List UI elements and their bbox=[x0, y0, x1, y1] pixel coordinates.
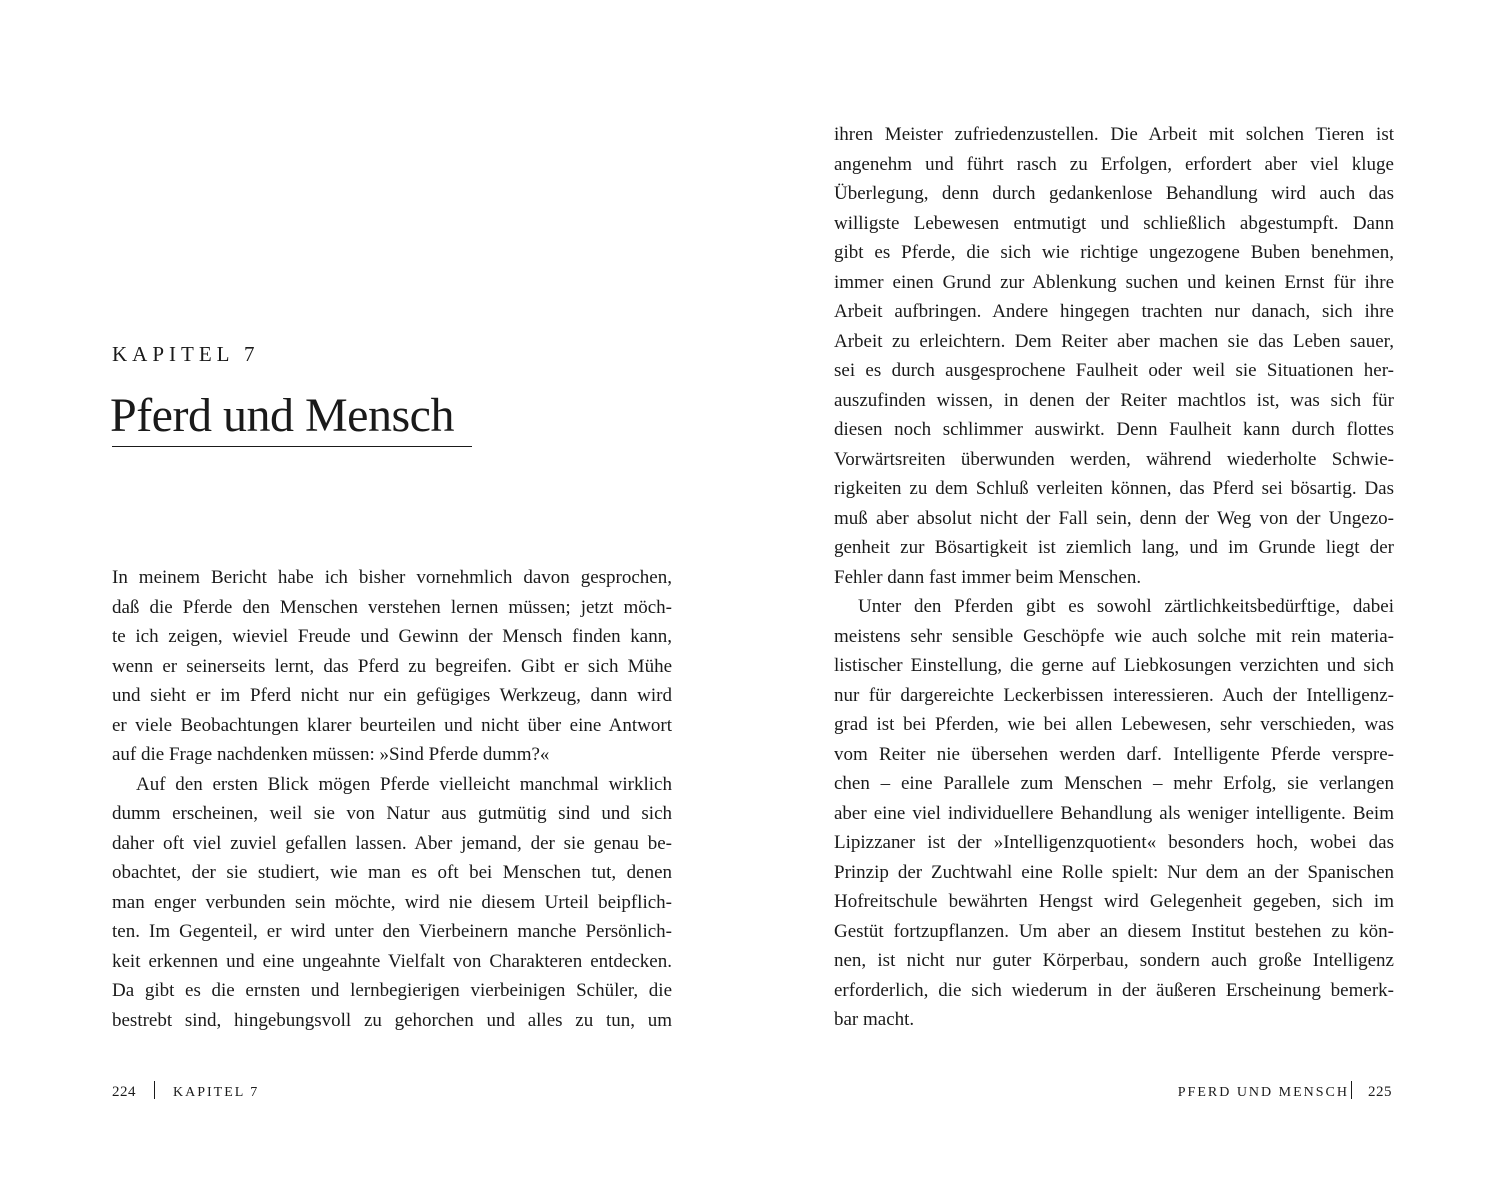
text-line: und sieht er im Pferd nicht nur ein gefügiges Werkzeug, dann wird bbox=[112, 685, 672, 706]
text-line: aber eine viel individuellere Behandlung als weniger intelligente. Beim bbox=[834, 802, 1394, 824]
text-line: In meinem Bericht habe ich bisher vornehmlich davon gesprochen, bbox=[112, 567, 672, 588]
text-line: sei es durch ausgesprochene Faulheit oder weil sie Situationen her- bbox=[834, 360, 1394, 381]
right-page bbox=[750, 0, 1500, 1195]
text-line: Arbeit aufbringen. Andere hingegen trachten nur danach, sich ihre bbox=[834, 301, 1394, 322]
text-line: rigkeiten zu dem Schluß verleiten können, das Pferd sei bösartig. Das bbox=[834, 478, 1394, 499]
text-line: gibt es Pferde, die sich wie richtige ungezogene Buben benehmen, bbox=[834, 242, 1394, 263]
text-line: wenn er seinerseits lernt, das Pferd zu begreifen. Gibt er sich Mühe bbox=[112, 655, 672, 677]
footer-separator bbox=[1351, 1081, 1352, 1099]
text-line: bestrebt sind, hingebungsvoll zu gehorchen und alles zu tun, um bbox=[112, 1009, 672, 1031]
page-number-right: 225 bbox=[1368, 1084, 1392, 1100]
text-line: genheit zur Bösartigkeit ist ziemlich lang, und im Grunde liegt der bbox=[834, 537, 1394, 558]
page-number-left: 224 bbox=[112, 1084, 136, 1100]
left-footer bbox=[112, 1081, 259, 1101]
left-body-text bbox=[112, 563, 672, 1035]
text-line: dumm erscheinen, weil sie von Natur aus gutmütig sind und sich bbox=[112, 803, 672, 824]
text-line: muß aber absolut nicht der Fall sein, denn der Weg von der Ungezo- bbox=[834, 507, 1394, 529]
text-line: erforderlich, die sich wiederum in der äußeren Erscheinung bemerk- bbox=[834, 979, 1394, 1001]
text-line: Gestüt fortzupflanzen. Um aber an diesem Institut bestehen zu kön- bbox=[834, 920, 1394, 942]
footer-separator bbox=[154, 1081, 155, 1099]
text-line: willigste Lebewesen entmutigt und schließlich abgestumpft. Dann bbox=[834, 212, 1394, 234]
title-underline bbox=[112, 446, 472, 447]
running-head-right: PFERD UND MENSCH bbox=[1177, 1085, 1349, 1100]
text-line: ihren Meister zufriedenzustellen. Die Arbeit mit solchen Tieren ist bbox=[834, 124, 1394, 145]
running-head-left: KAPITEL 7 bbox=[173, 1085, 260, 1100]
text-line: Hofreitschule bewährten Hengst wird Gelegenheit gegeben, sich im bbox=[834, 891, 1394, 912]
text-line: nur für dargereichte Leckerbissen interessieren. Auch der Intelligenz- bbox=[834, 684, 1394, 706]
text-line: angenehm und führt rasch zu Erfolgen, erfordert aber viel kluge bbox=[834, 153, 1394, 175]
right-footer bbox=[1178, 1081, 1392, 1101]
text-line: Lipizzaner ist der »Intelligenzquotient« besonders hoch, wobei das bbox=[834, 832, 1394, 853]
chapter-title: Pferd und Mensch bbox=[110, 389, 454, 442]
text-line: vom Reiter nie übersehen werden darf. Intelligente Pferde versprе- bbox=[834, 743, 1394, 765]
chapter-label: KAPITEL 7 bbox=[112, 342, 260, 366]
text-line: chen – eine Parallele zum Menschen – mehr Erfolg, sie verlangen bbox=[834, 773, 1394, 794]
text-line: Da gibt es die ernsten und lernbegierigen vierbeinigen Schüler, die bbox=[112, 980, 672, 1001]
text-line: auf die Frage nachdenken müssen: »Sind Pferde dumm?« bbox=[112, 744, 550, 765]
text-line: daher oft viel zuviel gefallen lassen. Aber jemand, der sie genau be- bbox=[112, 832, 672, 854]
text-line: obachtet, der sie studiert, wie man es oft bei Menschen tut, denen bbox=[112, 862, 672, 883]
text-line: Prinzip der Zuchtwahl eine Rolle spielt: Nur dem an der Spanischen bbox=[834, 861, 1394, 883]
text-line: listischer Einstellung, die gerne auf Liebkosungen verzichten und sich bbox=[834, 655, 1394, 676]
text-line: Fehler dann fast immer beim Menschen. bbox=[834, 566, 1142, 588]
text-line: ten. Im Gegenteil, er wird unter den Vierbeinern manche Persönlich- bbox=[112, 921, 672, 942]
text-line: meistens sehr sensible Geschöpfe wie auch solche mit rein materia- bbox=[834, 625, 1394, 647]
text-line: daß die Pferde den Menschen verstehen lernen müssen; jetzt möch- bbox=[112, 596, 672, 618]
text-line: Unter den Pferden gibt es sowohl zärtlichkeitsbedürftige, dabei bbox=[858, 596, 1394, 617]
text-line: auszufinden wissen, in denen der Reiter machtlos ist, was sich für bbox=[834, 389, 1394, 411]
text-line: nen, ist nicht nur guter Körperbau, sondern auch große Intelligenz bbox=[834, 950, 1394, 971]
text-line: te ich zeigen, wieviel Freude und Gewinn der Mensch finden kann, bbox=[112, 626, 672, 647]
text-line: man enger verbunden sein möchte, wird nie diesem Urteil beipflich- bbox=[112, 891, 672, 913]
right-body-text bbox=[834, 120, 1394, 1035]
text-line: immer einen Grund zur Ablenkung suchen und keinen Ernst für ihre bbox=[834, 271, 1394, 293]
text-line: Vorwärtsreiten überwunden werden, während wiederholte Schwie- bbox=[834, 448, 1394, 470]
text-line: keit erkennen und eine ungeahnte Vielfalt von Charakteren entdecken. bbox=[112, 950, 672, 972]
text-line: Auf den ersten Blick mögen Pferde vielleicht manchmal wirklich bbox=[136, 773, 672, 795]
text-line: er viele Beobachtungen klarer beurteilen und nicht über eine Antwort bbox=[112, 714, 672, 736]
text-line: grad ist bei Pferden, wie bei allen Lebewesen, sehr verschieden, was bbox=[834, 714, 1394, 735]
text-line: diesen noch schlimmer auswirkt. Denn Faulheit kann durch flottes bbox=[834, 419, 1394, 440]
text-line: Arbeit zu erleichtern. Dem Reiter aber machen sie das Leben sauer, bbox=[834, 330, 1394, 352]
text-line: bar macht. bbox=[834, 1009, 915, 1030]
text-line: Überlegung, denn durch gedankenlose Behandlung wird auch das bbox=[834, 183, 1394, 204]
